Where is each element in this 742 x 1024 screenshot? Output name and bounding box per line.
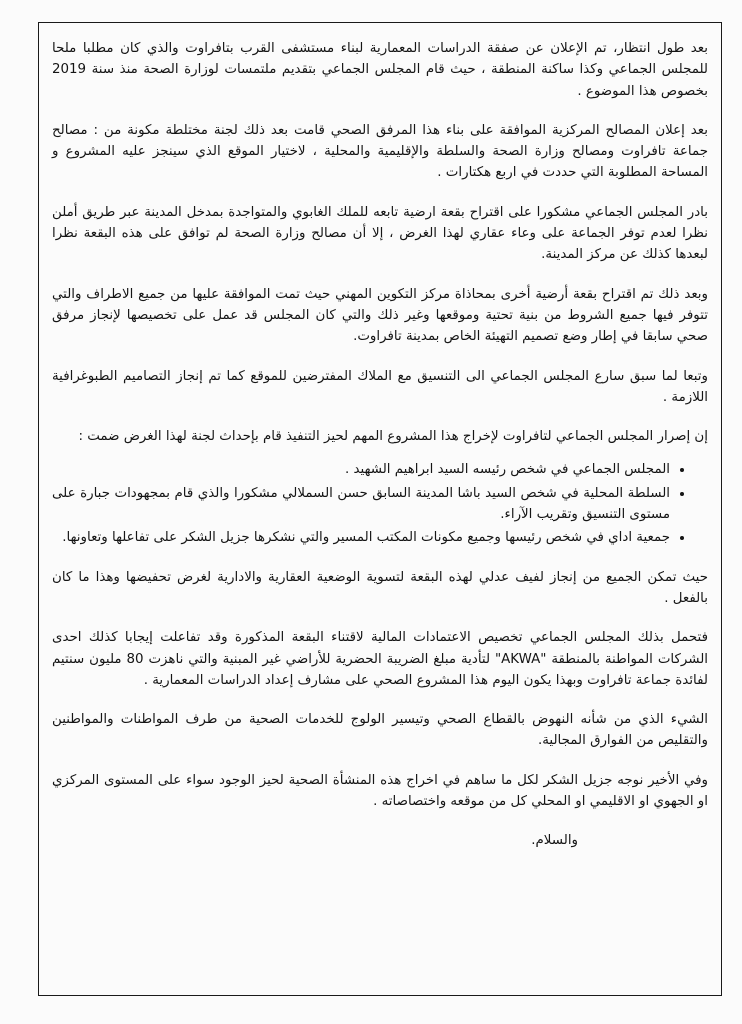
paragraph-second-site-proposal: وبعد ذلك تم اقتراح بقعة أرضية أخرى بمحاذاة مركز التكوين المهني حيث تمت الموافقة عليها من جميع الاطراف والتي تتوفر فيها جميع الشروط من بنية تحتية وموقعها وغير ذلك والتي كان المجلس قد عمل على تخصيصها لإنجاز مرفق صحي سابقا في إطار وضع تصميم التهيئة الخاص بمدينة تافراوت. <box>52 286 708 345</box>
paragraph-committee-intro: إن إصرار المجلس الجماعي لتافراوت لإخراج هذا المشروع المهم لحيز التنفيذ قام بإحداث لجنة لهذا الغرض ضمت : <box>78 429 708 445</box>
paragraph-first-site-proposal: بادر المجلس الجماعي مشكورا على اقتراح بقعة ارضية تابعه للملك الغابوي والمتواجدة بمدخل المدينة عبر طريق أملن نظرا لعدم توفر الجماعة على وعاء عقاري لهذا الغرض ، إلا أن مصالح وزارة الصحة لم توافق على هذه البقعة نظرا لبعدها كذلك عن مركز المدينة. <box>52 204 708 263</box>
paragraph-coordination: وتبعا لما سبق سارع المجلس الجماعي الى التنسيق مع الملاك المفترضين للموقع كما تم إنجاز التصاميم الطبوغرافية اللازمة . <box>52 368 708 405</box>
paragraph-thanks: وفي الأخير نوجه جزيل الشكر لكل ما ساهم في اخراج هذه المنشأة الصحية لحيز الوجود سواء على المستوى المركزي او الجهوي او الاقليمي او المحلي كل من موقعه واختصاصاته . <box>52 772 708 810</box>
list-item: • المجلس الجماعي في شخص رئيسه السيد ابراهيم الشهيد . <box>52 459 670 480</box>
signoff: والسلام. <box>531 833 578 849</box>
list-item: • جمعية اداي في شخص رئيسها وجميع مكونات المكتب المسير والتي نشكرها جزيل الشكر على تفاعلها وتعاونها. <box>52 527 670 548</box>
document-body <box>52 38 708 852</box>
paragraph-legal-settlement: حيث تمكن الجميع من إنجاز لفيف عدلي لهذه البقعة لتسوية الوضعية العقارية والادارية لغرض تحفيضها وهذا ما كان بالفعل . <box>52 569 708 606</box>
paragraph-funding: فتحمل بذلك المجلس الجماعي تخصيص الاعتمادات المالية لاقتناء البقعة المذكورة وقد تفاعلت إيجابا كذلك احدى الشركات المواطنة بالمنطقة "AKWA" لتأدية مبلغ الضريبة الحضرية للأراضي غير المبنية والتي ناهزت 80 مليون سنتيم لفائدة جماعة تافراوت وبهذا يكون اليوم هذا المشروع الصحي على مشارف إعداد الدراسات المعمارية . <box>52 630 709 688</box>
paragraph-committee-formation: بعد إعلان المصالح المركزية الموافقة على بناء هذا المرفق الصحي قامت بعد ذلك لجنة مختلطة مكونة من : مصالح جماعة تافراوت ومصالح وزارة الصحة والسلطة والإقليمية والمحلية ، لاختيار الموقع الذي سينجز عليه المشروع و المساحة المطلوبة التي حددت في اربع هكتارات . <box>52 122 708 181</box>
committee-members-list <box>52 459 708 548</box>
paragraph-health-access: الشيء الذي من شأنه النهوض بالقطاع الصحي وتيسير الولوج للخدمات الصحية من طرف المواطنات والمواطنين والتقليص من الفوارق المجالية. <box>52 712 708 749</box>
paragraph-announcement: بعد طول انتظار، تم الإعلان عن صفقة الدراسات المعمارية لبناء مستشفى القرب بتافراوت والذي كان مطلبا ملحا للمجلس الجماعي وكذا ساكنة المنطقة ، حيث قام المجلس الجماعي بتقديم ملتمسات لوزارة الصحة منذ سنة 2019 بخصوص هذا الموضوع . <box>52 41 708 99</box>
list-item: • السلطة المحلية في شخص السيد باشا المدينة السابق حسن السملالي مشكورا والذي قام بمجهودات جبارة على مستوى التنسيق وتقريب الآراء. <box>52 483 670 526</box>
